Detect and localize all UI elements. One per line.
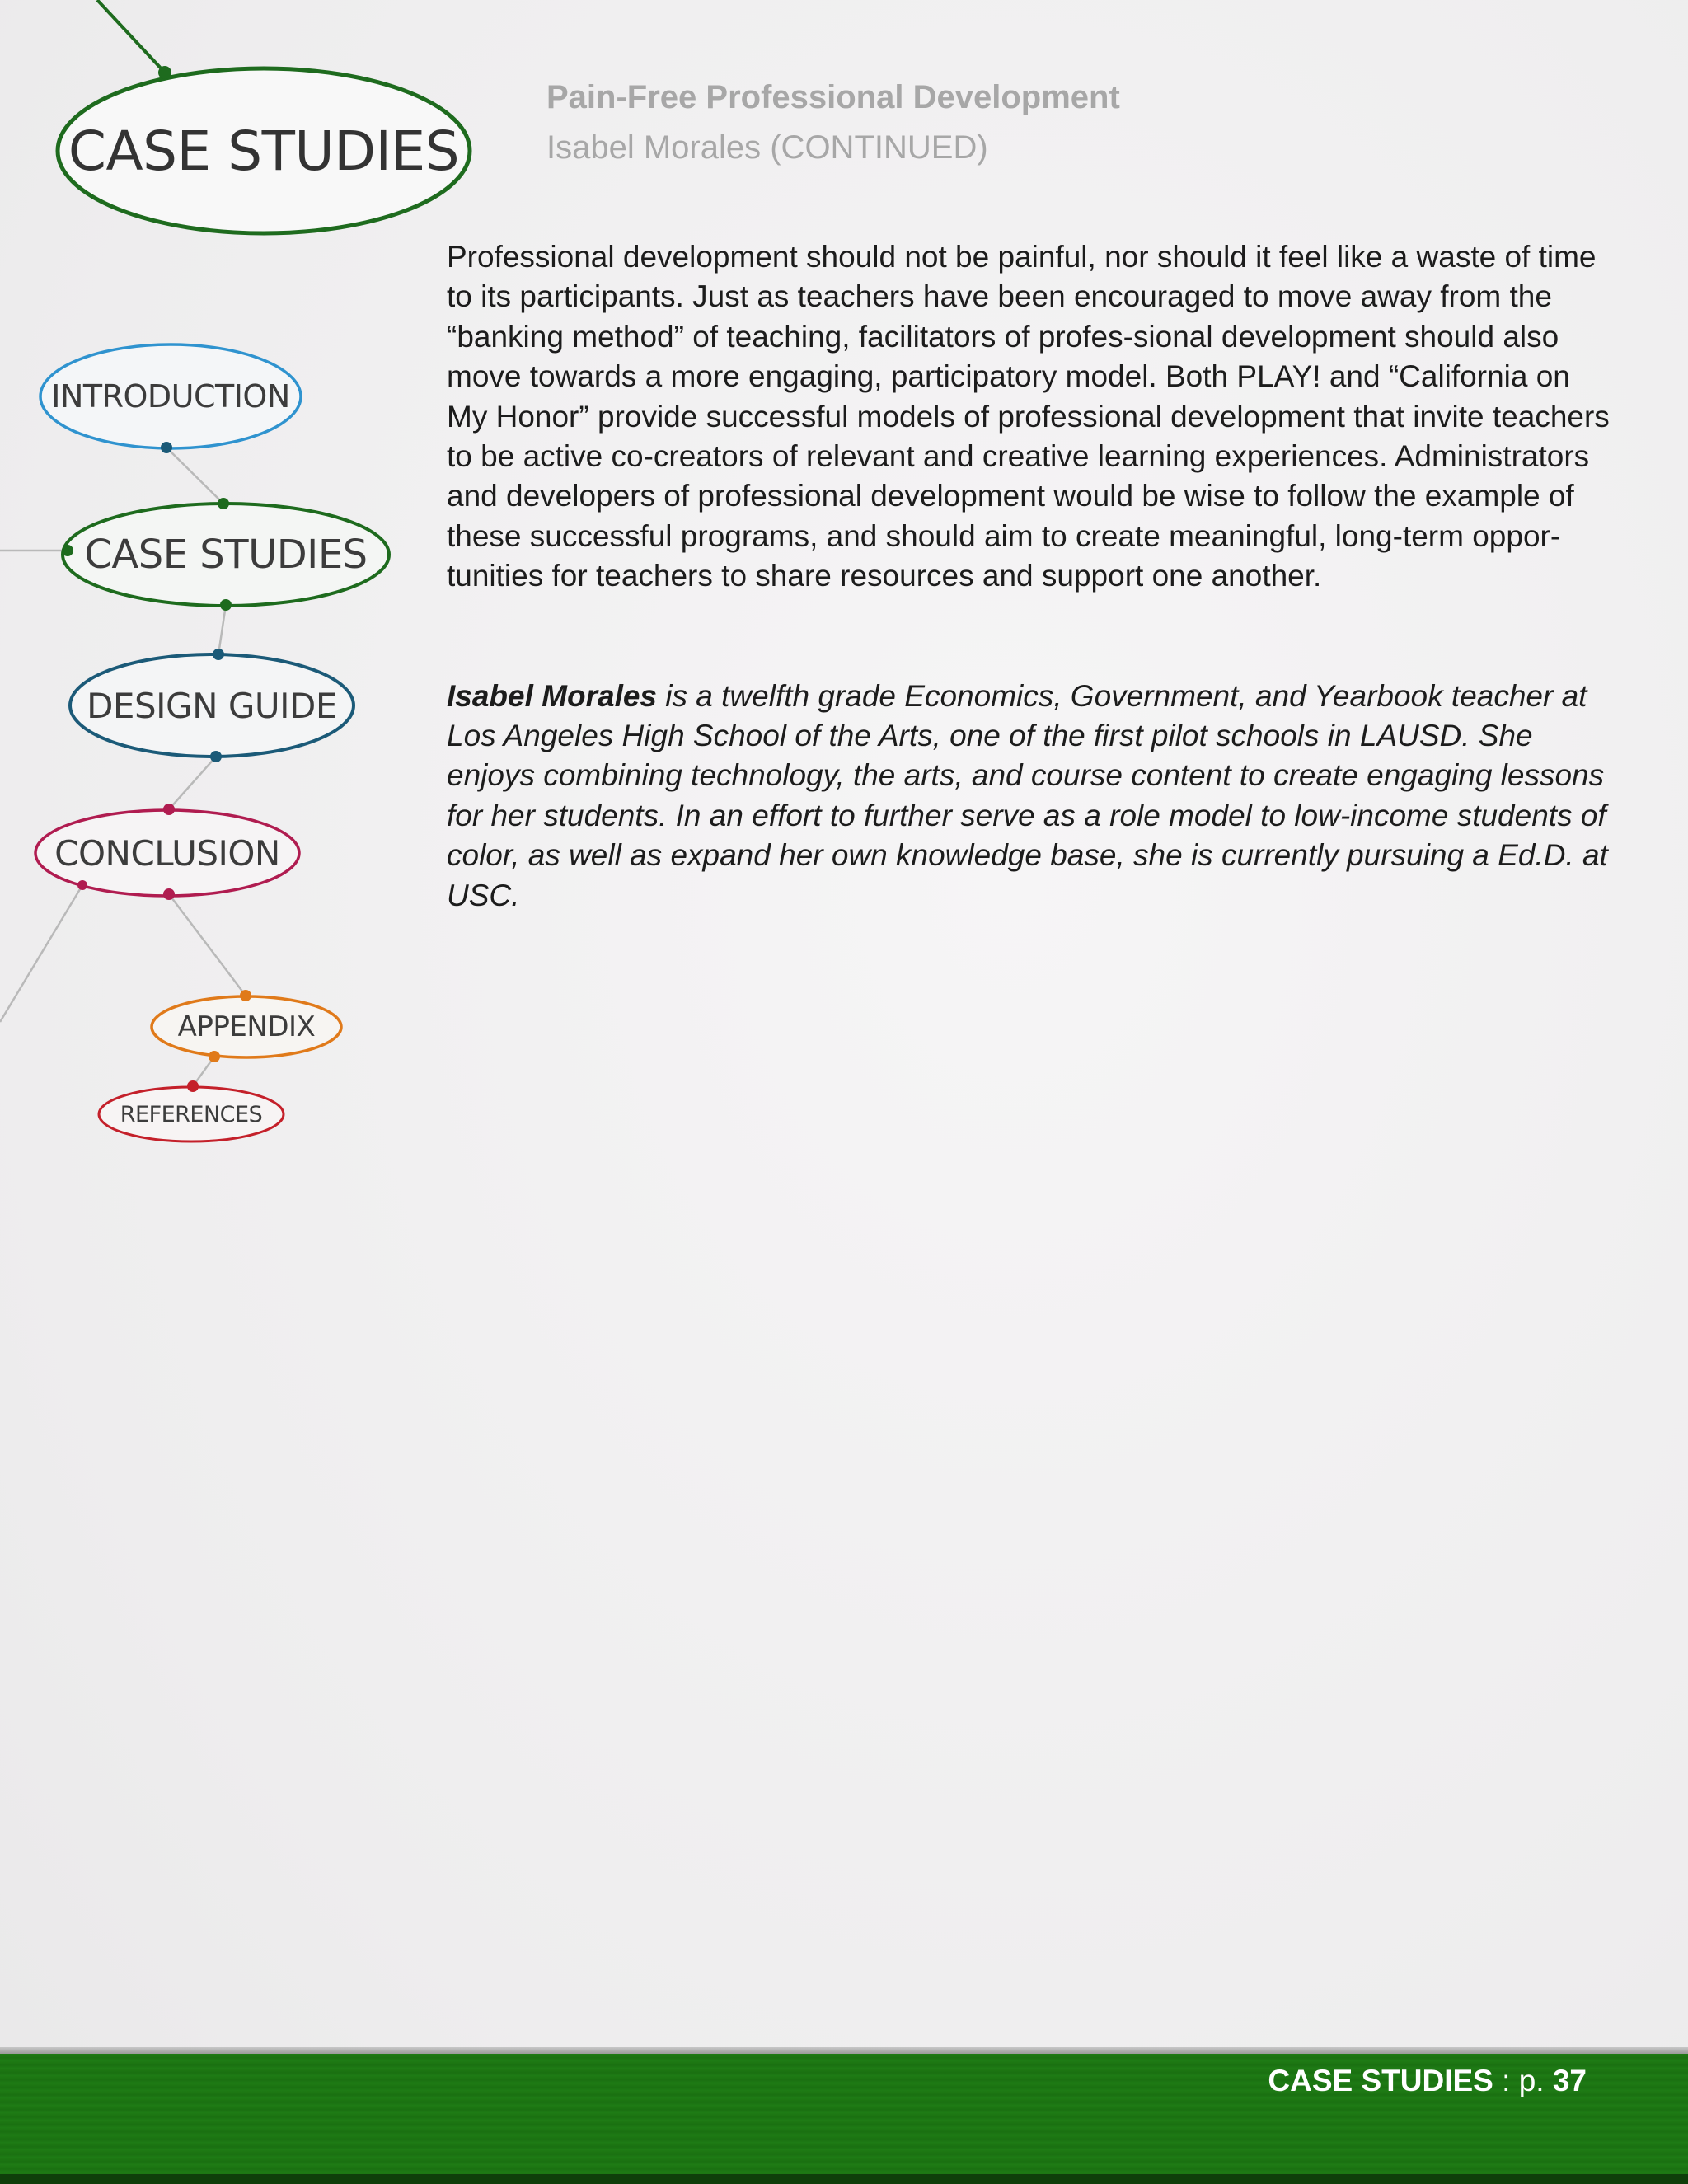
nav-references[interactable]: REFERENCES [120, 1101, 263, 1127]
footer-separator: : p. [1493, 2064, 1553, 2097]
footer-bottom-edge [0, 2174, 1688, 2184]
current-section-title: CASE STUDIES [68, 119, 460, 183]
author-name: Isabel Morales [447, 678, 658, 713]
nav-design-guide[interactable]: DESIGN GUIDE [87, 685, 337, 726]
page-number: 37 [1552, 2064, 1587, 2097]
footer-section: CASE STUDIES [1268, 2064, 1493, 2097]
bio-text: is a twelfth grade Economics, Government, and Yearbook teacher at Los Angeles High School of the Arts, one of the first pilot schools in LAUSD. She enjoys combining technology, the arts, and course content to create engaging lessons for her students. In an effort to further serve as a role model to low-income students of color, as well as expand her own knowledge base, she is currently pursuing a Ed.D. at USC. [447, 678, 1608, 912]
nav-appendix[interactable]: APPENDIX [177, 1010, 316, 1043]
article-subtitle: Isabel Morales (CONTINUED) [546, 129, 988, 166]
author-bio [447, 677, 1617, 916]
nav-case-studies[interactable]: CASE STUDIES [84, 532, 368, 578]
article-body [447, 237, 1617, 916]
nav-conclusion[interactable]: CONCLUSION [54, 832, 280, 874]
footer-shadow [0, 2047, 1688, 2054]
article-title: Pain-Free Professional Development [546, 79, 1120, 115]
page-footer-label [1268, 2064, 1587, 2098]
nav-introduction[interactable]: INTRODUCTION [51, 378, 290, 415]
body-paragraph: Professional development should not be painful, nor should it feel like a waste of time to its participants. Just as teachers have been encouraged to move away from the “banking method” of teaching, facilitators of profes-sional development should also move towards a more engaging, participatory model. Both PLAY! and “California on My Honor” provide successful models of professional development that invite teachers to be active co-creators of relevant and creative learning experiences. Administrators and developers of professional development would be wise to follow the example of these successful programs, and should aim to create meaningful, long-term oppor-tunities for teachers to share resources and support one another. [447, 240, 1610, 593]
